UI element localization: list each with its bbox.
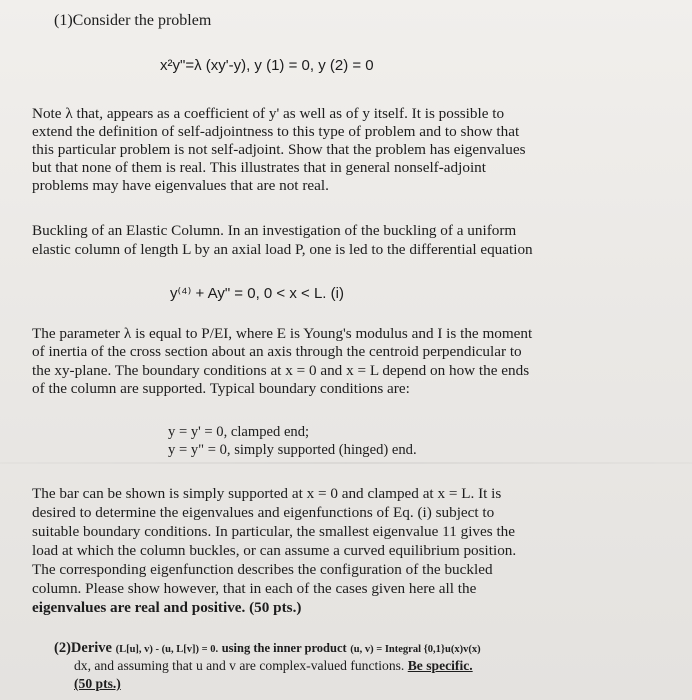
derive-label: (2)Derive (54, 640, 112, 656)
condition-hinged: y = y" = 0, simply supported (hinged) end. (168, 442, 417, 458)
problem-2-assumption: dx, and assuming that u and v are complex-valued functions. (74, 658, 405, 673)
inner-product-expression: (u, v) = Integral {0,1}u(x)v(x) (350, 644, 481, 655)
param-line-4: of the column are supported. Typical boundary conditions are: (32, 380, 410, 397)
problem-1-equation: x²y"=λ (xy'-y), y (1) = 0, y (2) = 0 (160, 57, 374, 74)
bar-line-4: load at which the column buckles, or can assume a curved equilibrium position. (32, 542, 517, 559)
buckling-equation: y⁽⁴⁾ + Ay" = 0, 0 < x < L. (i) (170, 285, 344, 302)
param-line-1: The parameter λ is equal to P/EI, where E is Young's modulus and I is the moment (32, 325, 533, 342)
condition-clamped: y = y' = 0, clamped end; (168, 424, 310, 440)
note-line-4: but that none of them is real. This illustrates that in general nonself-adjoint (32, 159, 486, 176)
note-line-1: Note λ that, appears as a coefficient of y' as well as of y itself. It is possible to (32, 105, 505, 122)
problem-2-line-1 (54, 639, 481, 659)
buckling-intro-line-1: Buckling of an Elastic Column. In an investigation of the buckling of a uniform (32, 222, 517, 239)
paper-crease (0, 462, 692, 464)
param-line-2: of inertia of the cross section about an axis through the centroid perpendicular to (32, 343, 522, 360)
bar-line-1: The bar can be shown is simply supported at x = 0 and clamped at x = L. It is (32, 485, 502, 502)
bar-line-6: column. Please show however, that in each of the cases given here all the (32, 580, 477, 597)
problem-1-heading: (1)Consider the problem (54, 12, 212, 29)
bar-line-3: suitable boundary conditions. In particular, the smallest eigenvalue 11 gives the (32, 523, 516, 540)
note-line-2: extend the definition of self-adjointness to this type of problem and to show that (32, 123, 520, 140)
problem-2-points: (50 pts.) (74, 676, 121, 691)
be-specific: Be specific. (407, 658, 473, 673)
bar-line-7: eigenvalues are real and positive. (50 pts.) (32, 599, 302, 616)
bar-line-5: The corresponding eigenfunction describes the configuration of the buckled (32, 561, 493, 578)
using-text: using the inner product (221, 641, 347, 655)
bar-line-2: desired to determine the eigenvalues and eigenfunctions of Eq. (i) subject to (32, 504, 495, 521)
param-line-3: the xy-plane. The boundary conditions at x = 0 and x = L depend on how the ends (32, 362, 530, 379)
problem-2-line-2 (74, 657, 473, 675)
note-line-3: this particular problem is not self-adjoint. Show that the problem has eigenvalues (32, 141, 526, 158)
buckling-intro-line-2: elastic column of length L by an axial load P, one is led to the differential equation (32, 241, 533, 258)
derive-expression: (L[u], v) - (u, L[v]) = 0. (115, 644, 219, 655)
note-line-5: problems may have eigenvalues that are not real. (32, 177, 329, 194)
